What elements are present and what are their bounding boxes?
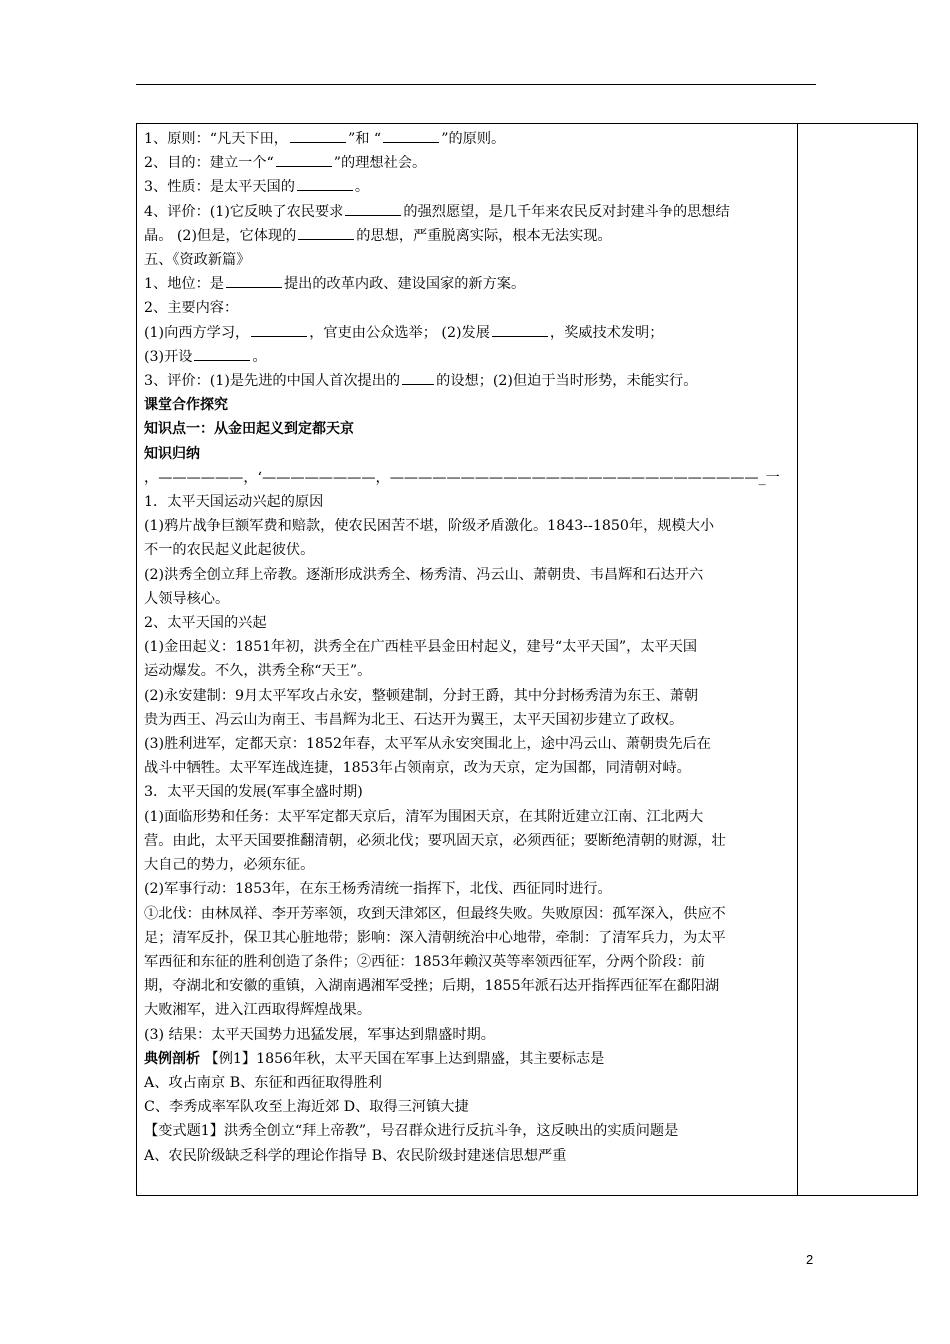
text-segment: 1．太平天国运动兴起的原因: [144, 494, 324, 511]
fill-in-blank[interactable]: [298, 225, 354, 240]
page-number: 2: [806, 1252, 814, 1267]
fill-in-blank[interactable]: [276, 152, 332, 167]
text-segment: 的设想；(2)但迫于当时形势，未能实行。: [436, 373, 698, 390]
fill-in-blank[interactable]: [402, 370, 434, 385]
fill-in-blank[interactable]: [492, 322, 548, 337]
text-line: [144, 490, 794, 514]
text-line: [144, 1047, 794, 1071]
text-segment: 贵为西王、冯云山为南王、韦昌辉为北王、石达开为翼王，太平天国初步建立了政权。: [144, 711, 684, 728]
text-segment: 典例剖析: [144, 1050, 200, 1067]
text-line: [144, 829, 794, 853]
text-line: [144, 926, 794, 950]
text-line: [144, 369, 794, 393]
text-segment: 3、评价：(1)是先进的中国人首次提出的: [144, 373, 401, 390]
text-segment: (1)面临形势和任务：太平军定都天京后，清军为围困天京，在其附近建立江南、江北两大: [144, 808, 704, 825]
text-line: [144, 151, 794, 175]
text-line: [144, 780, 794, 804]
fill-in-blank[interactable]: [226, 273, 282, 288]
text-segment: ”的原则。: [441, 131, 506, 147]
fill-in-blank[interactable]: [383, 128, 439, 143]
text-segment: 提出的改革内政、建设国家的新方案。: [283, 276, 526, 293]
text-segment: 的思想，严重脱离实际，根本无法实现。: [356, 227, 612, 244]
text-segment: (2)军事行动：1853年，在东王杨秀清统一指挥下，北伐、西征同时进行。: [144, 881, 612, 898]
text-line: [144, 805, 794, 829]
text-line: [144, 708, 794, 732]
text-segment: 运动爆发。不久，洪秀全称“天王”。: [144, 663, 372, 680]
text-segment: 2、太平天国的兴起: [144, 615, 267, 632]
text-line: [144, 345, 794, 369]
text-segment: 3．太平天国的发展(军事全盛时期): [144, 784, 363, 801]
text-segment: 晶。 (2)但是，它体现的: [144, 227, 297, 244]
text-segment: 知识点一：从金田起义到定都天京: [144, 421, 354, 438]
text-line: [144, 635, 794, 659]
text-segment: (3)胜利进军，定都天京：1852年春，太平军从永安突围北上，途中冯云山、萧朝贵先后在: [144, 736, 711, 753]
text-segment: 军西征和东征的胜利创造了条件；②西征：1853年赖汉英等率领西征军，分两个阶段：前: [144, 953, 706, 970]
text-segment: 不一的农民起义此起彼伏。: [144, 542, 315, 559]
text-segment: 课堂合作探究: [144, 397, 228, 414]
text-line: [144, 756, 794, 780]
text-line: [144, 611, 794, 635]
text-segment: 足；清军反扑，保卫其心脏地带；影响：深入清朝统治中心地带，牵制：了清军兵力，为太平: [144, 929, 726, 946]
text-segment: 知识归纳: [144, 445, 200, 462]
text-line: [144, 1071, 794, 1095]
text-segment: ，奖威技术发明；: [549, 324, 664, 341]
text-segment: 。: [354, 179, 370, 196]
text-segment: (1)金田起义：1851年初，洪秀全在广西桂平县金田村起义，建号“太平天国”，太平天国: [144, 639, 698, 656]
text-segment: (1)向西方学习，: [144, 324, 250, 341]
text-line: [144, 442, 794, 466]
text-segment: 大败湘军，进入江西取得辉煌战果。: [144, 1002, 372, 1019]
text-line: [144, 127, 794, 151]
text-segment: 营。由此，太平天国要推翻清朝，必须北伐；要巩固天京，必须西征；要断绝清朝的财源，壮: [144, 832, 726, 849]
text-line: [144, 321, 794, 345]
header-rule: [136, 84, 816, 85]
text-line: [144, 684, 794, 708]
text-segment: (3) 结果：太平天国势力迅猛发展，军事达到鼎盛时期。: [144, 1026, 495, 1043]
text-segment: 的强烈愿望，是几千年来农民反对封建斗争的思想结: [403, 203, 730, 220]
text-line: [144, 1095, 794, 1119]
text-segment: 【例1】1856年秋，太平天国在军事上达到鼎盛，其主要标志是: [200, 1050, 605, 1067]
text-line: [144, 248, 794, 272]
text-segment: 战斗中牺牲。太平军连战连捷，1853年占领南京，改为天京，定为国都，同清朝对峙。: [144, 760, 691, 777]
text-line: [144, 296, 794, 320]
text-segment: C、李秀成率军队攻至上海近郊 D、取得三河镇大捷: [144, 1099, 469, 1116]
text-line: [144, 659, 794, 683]
text-segment: 【变式题1】洪秀全创立“拜上帝教”，号召群众进行反抗斗争，这反映出的实质问题是: [144, 1123, 679, 1140]
text-segment: 2、目的：建立一个“: [144, 155, 274, 172]
table-column-divider: [797, 123, 798, 1196]
text-line: [144, 563, 794, 587]
text-segment: 1、地位：是: [144, 276, 224, 293]
fill-in-blank[interactable]: [297, 176, 353, 191]
fill-in-blank[interactable]: [194, 346, 250, 361]
text-line: [144, 902, 794, 926]
text-segment: (2)洪秀全创立拜上帝教。逐渐形成洪秀全、杨秀清、冯云山、萧朝贵、韦昌辉和石达开六: [144, 566, 704, 583]
text-segment: ，官吏由公众选举； (2)发展: [309, 324, 490, 341]
text-segment: ”的理想社会。: [333, 155, 427, 172]
text-segment: (2)永安建制：9月太平军攻占永安，整顿建制，分封王爵，其中分封杨秀清为东王、萧朝: [144, 687, 699, 704]
text-line: [144, 732, 794, 756]
text-line: [144, 417, 794, 441]
text-segment: A、攻占南京 B、东征和西征取得胜利: [144, 1074, 382, 1091]
lesson-content: [144, 127, 794, 1168]
text-line: [144, 1023, 794, 1047]
text-line: [144, 587, 794, 611]
text-line: [144, 200, 794, 224]
text-line: [144, 1144, 794, 1168]
text-line: [144, 998, 794, 1022]
fill-in-blank[interactable]: [345, 201, 401, 216]
text-line: [144, 393, 794, 417]
text-segment: 1、原则：“凡天下田，: [144, 131, 288, 147]
text-segment: ①北伐：由林凤祥、李开芳率领，攻到天津郊区，但最终失败。失败原因：孤军深入，供应不: [144, 905, 726, 922]
text-segment: (1)鸦片战争巨额军费和赔款，使农民困苦不堪，阶级矛盾激化。1843--1850年，规模大小: [144, 518, 715, 535]
fill-in-blank[interactable]: [251, 322, 307, 337]
text-segment: 五、《资政新篇》: [144, 252, 251, 269]
text-line: [144, 466, 794, 490]
text-line: [144, 1119, 794, 1143]
text-segment: 2、主要内容：: [144, 300, 239, 317]
text-segment: A、农民阶级缺乏科学的理论作指导 B、农民阶级封建迷信思想严重: [144, 1147, 567, 1164]
text-line: [144, 538, 794, 562]
text-line: [144, 514, 794, 538]
text-segment: 人领导核心。: [144, 590, 230, 607]
text-segment: 4、评价：(1)它反映了农民要求: [144, 203, 344, 220]
text-line: [144, 877, 794, 901]
text-segment: 3、性质：是太平天国的: [144, 179, 295, 196]
text-segment: ，——————，‘————————，——————————————————————————_一: [144, 469, 780, 486]
text-segment: 期，夺湖北和安徽的重镇，入湖南遇湘军受挫；后期，1855年派石达开指挥西征军在鄱阳湖: [144, 978, 720, 995]
text-line: [144, 950, 794, 974]
text-line: [144, 224, 794, 248]
text-segment: 。: [252, 348, 267, 365]
text-line: [144, 853, 794, 877]
text-segment: ”和 “: [347, 131, 382, 147]
fill-in-blank[interactable]: [290, 128, 346, 143]
text-line: [144, 175, 794, 199]
text-segment: 大自己的势力，必须东征。: [144, 857, 315, 874]
text-segment: (3)开设: [144, 348, 193, 365]
text-line: [144, 974, 794, 998]
text-line: [144, 272, 794, 296]
